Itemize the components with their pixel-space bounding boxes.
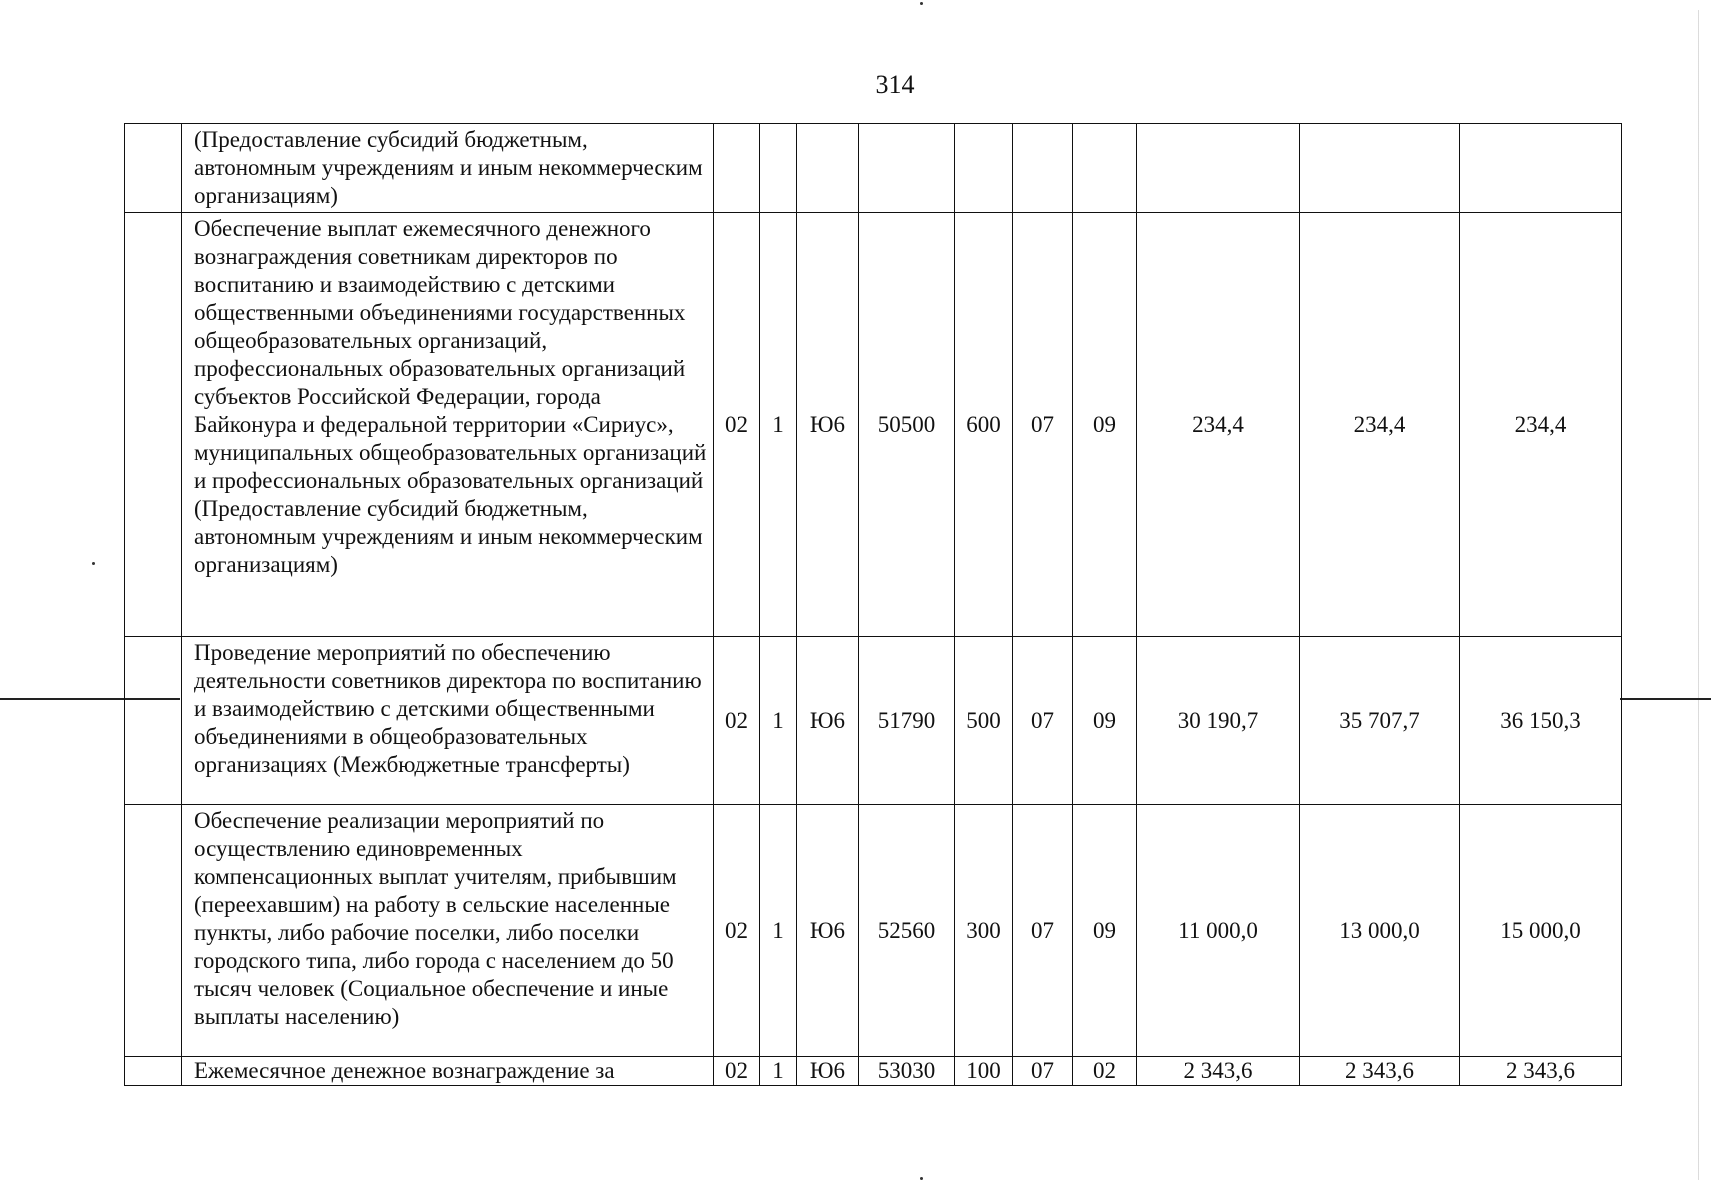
table-cell-code — [760, 124, 797, 213]
table-row — [125, 637, 1622, 805]
table-row — [125, 213, 1622, 637]
table-cell-code — [1013, 124, 1073, 213]
table-cell-code: 02 — [714, 637, 760, 805]
table-cell-code: 07 — [1013, 637, 1073, 805]
table-cell-description: Обеспечение выплат ежемесячного денежного вознаграждения советникам директоров по воспитанию и взаимодействию с детскими общественными объединениями государственных общеобразовательных организаций, профессиональных образовательных организаций субъектов Российской Федерации, города Байконура и федеральной территории «Сириус», муниципальных общеобразовательных организаций и профессиональных образовательных организаций (Предоставление субсидий бюджетным, автономным учреждениям и иным некоммерческим организациям) — [182, 213, 714, 637]
scan-speck — [920, 2, 923, 5]
scan-speck — [92, 562, 95, 565]
table-cell-code: 02 — [714, 805, 760, 1057]
table-cell-code: Ю6 — [797, 637, 859, 805]
budget-table — [124, 123, 1622, 1086]
table-cell-index — [125, 124, 182, 213]
table-cell-amount: 30 190,7 — [1137, 637, 1300, 805]
table-cell-code: 07 — [1013, 213, 1073, 637]
table-cell-code: 500 — [955, 637, 1013, 805]
table-cell-code — [955, 124, 1013, 213]
table-cell-code: 02 — [714, 1057, 760, 1086]
scan-speck — [920, 1177, 923, 1180]
table-cell-code: 1 — [760, 637, 797, 805]
table-cell-index — [125, 1057, 182, 1086]
table-cell-code: 50500 — [859, 213, 955, 637]
table-cell-amount — [1137, 124, 1300, 213]
table-cell-description: Проведение мероприятий по обеспечению деятельности советников директора по воспитанию и взаимодействию с детскими общественными объединениями в общеобразовательных организациях (Межбюджетные трансферты) — [182, 637, 714, 805]
table-cell-code: 09 — [1073, 637, 1137, 805]
table-cell-code: 09 — [1073, 805, 1137, 1057]
table-cell-amount — [1300, 124, 1460, 213]
table-cell-description: Обеспечение реализации мероприятий по осуществлению единовременных компенсационных выплат учителям, прибывшим (переехавшим) на работу в сельские населенные пункты, либо рабочие поселки, либо поселки городского типа, либо города с населением до 50 тысяч человек (Социальное обеспечение и иные выплаты населению) — [182, 805, 714, 1057]
table-cell-amount: 234,4 — [1460, 213, 1622, 637]
table-cell-code: 51790 — [859, 637, 955, 805]
table-cell-code: 300 — [955, 805, 1013, 1057]
table-cell-code: 52560 — [859, 805, 955, 1057]
table-cell-code: Ю6 — [797, 213, 859, 637]
table-row — [125, 1057, 1622, 1086]
table-cell-code: 1 — [760, 805, 797, 1057]
table-cell-code: 02 — [714, 213, 760, 637]
table-cell-code: 1 — [760, 213, 797, 637]
table-cell-code: 07 — [1013, 805, 1073, 1057]
table-cell-code: 100 — [955, 1057, 1013, 1086]
table-cell-amount — [1460, 124, 1622, 213]
table-row — [125, 124, 1622, 213]
table-cell-code — [859, 124, 955, 213]
table-cell-code: 600 — [955, 213, 1013, 637]
page-number: 314 — [875, 70, 915, 99]
table-cell-amount: 36 150,3 — [1460, 637, 1622, 805]
table-cell-code — [797, 124, 859, 213]
table-cell-code: 07 — [1013, 1057, 1073, 1086]
table-cell-amount: 35 707,7 — [1300, 637, 1460, 805]
table-cell-amount: 234,4 — [1300, 213, 1460, 637]
table-cell-amount: 2 343,6 — [1300, 1057, 1460, 1086]
table-cell-code: 09 — [1073, 213, 1137, 637]
table-cell-index — [125, 637, 182, 805]
table-row — [125, 805, 1622, 1057]
table-cell-amount: 13 000,0 — [1300, 805, 1460, 1057]
table-cell-code — [1073, 124, 1137, 213]
table-cell-amount: 234,4 — [1137, 213, 1300, 637]
table-cell-amount: 2 343,6 — [1137, 1057, 1300, 1086]
scan-artifact-line-right — [1620, 698, 1711, 700]
table-cell-description: (Предоставление субсидий бюджетным, автономным учреждениям и иным некоммерческим организациям) — [182, 124, 714, 213]
table-cell-code: Ю6 — [797, 1057, 859, 1086]
table-cell-amount: 11 000,0 — [1137, 805, 1300, 1057]
table-cell-code: 1 — [760, 1057, 797, 1086]
scan-edge-mark — [1698, 10, 1699, 1180]
table-cell-index — [125, 213, 182, 637]
table-cell-description: Ежемесячное денежное вознаграждение за — [182, 1057, 714, 1086]
table-cell-code: 02 — [1073, 1057, 1137, 1086]
table-cell-code: 53030 — [859, 1057, 955, 1086]
table-cell-amount: 2 343,6 — [1460, 1057, 1622, 1086]
table-cell-code: Ю6 — [797, 805, 859, 1057]
table-cell-amount: 15 000,0 — [1460, 805, 1622, 1057]
table-cell-code — [714, 124, 760, 213]
table-cell-index — [125, 805, 182, 1057]
